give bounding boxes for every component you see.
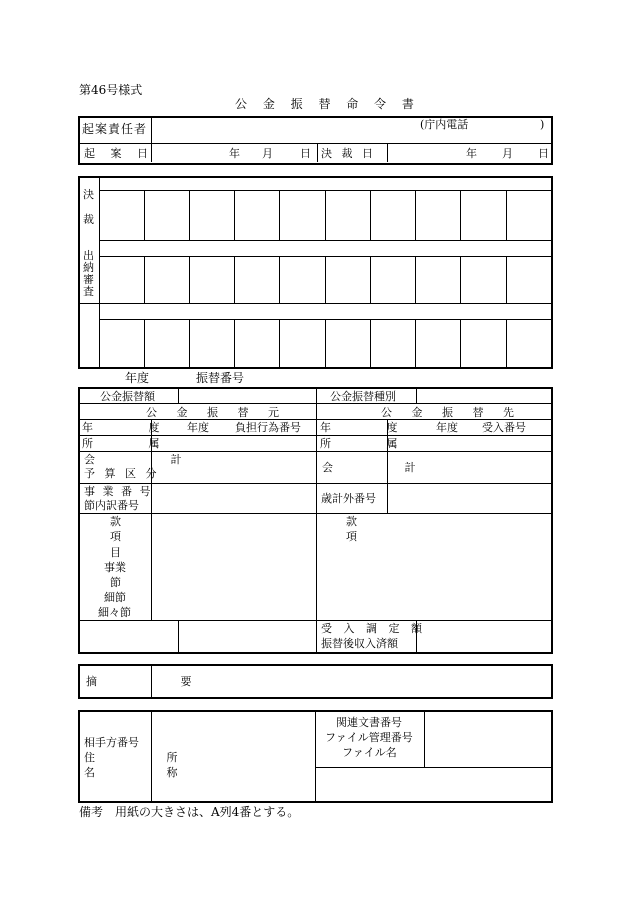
draft-date-label: 起 案 日 [84,147,154,160]
type-field[interactable] [418,389,548,402]
burden-label: 負担行為番号 [235,421,301,434]
kessai-label-2: 裁 [83,213,94,226]
suitou-label-4: 査 [83,285,94,298]
jigyo-label-1: 事 業 番 号 [84,485,153,498]
kessai-label-1: 決 [83,188,94,201]
party-label-1: 相手方番号 [84,736,139,749]
source-item-saisaisetsu: 細々節 [98,606,131,619]
draft-date-field[interactable] [153,145,316,161]
amount-label: 公金振替額 [100,390,155,403]
source-jigyo-field[interactable] [153,484,315,512]
summary-label: 摘 要 [86,675,232,688]
form-number: 第46号様式 [79,83,143,97]
kaikei-label-2: 予 算 区 分 [84,467,160,480]
dest-item-kou: 項 [346,530,357,543]
source-kaikei-field[interactable] [153,452,315,482]
suitou-label-2: 納 [83,261,94,274]
suitou-label-1: 出 [83,249,94,262]
form-title: 公 金 振 替 命 令 書 [235,97,420,111]
dest-nendo-label: 年 度 [320,421,424,434]
type-label: 公金振替種別 [330,390,396,403]
source-shozoku-label: 所 属 [82,437,186,450]
source-nendo-small: 年度 [187,421,209,434]
party-label-2: 住 所 [84,751,212,764]
doc-label-3: ファイル名 [342,746,397,759]
note-text: 備考 用紙の大きさは、A列4番とする。 [79,805,300,819]
dest-shozoku-field[interactable] [389,436,549,450]
uke-label-2: 振替後収入済額 [321,637,398,650]
phone-close: ) [540,118,545,131]
doc-number-field[interactable] [426,712,549,766]
receipt-label: 受入番号 [482,421,526,434]
dest-item-kan: 款 [346,515,357,528]
doc-label-1: 関連文書番号 [336,716,402,729]
saikeigai-label: 歳計外番号 [321,492,376,505]
source-item-saisetsu: 細節 [104,591,126,604]
source-title: 公 金 振 替 元 [146,406,287,419]
decision-year: 年 [466,147,477,160]
jigyo-label-2: 節内訳番号 [84,499,139,512]
source-shozoku-field[interactable] [153,436,315,450]
approval-grid [78,176,553,369]
bottom-left-field-1[interactable] [80,622,177,650]
dest-kaikei-label: 会 計 [322,461,450,474]
drafter-field[interactable] [153,118,547,142]
draft-month: 月 [262,147,273,160]
decision-month: 月 [502,147,513,160]
draft-day: 日 [300,147,311,160]
source-item-kan: 款 [110,515,121,528]
uke-amount-field[interactable] [418,622,548,650]
party-label-3: 名 称 [84,766,212,779]
dest-kaikei-field[interactable] [389,452,549,482]
draft-year: 年 [229,147,240,160]
party-field[interactable] [153,712,314,799]
transfer-number-label: 振替番号 [196,371,245,385]
decision-date-field[interactable] [389,145,549,161]
dest-items-field[interactable] [389,514,549,619]
drafter-label: 起案責任者 [82,122,148,136]
fiscal-year-label: 年度 [125,371,150,385]
dest-shozoku-label: 所 属 [320,437,424,450]
source-item-moku: 目 [110,546,121,559]
suitou-label-3: 審 [83,273,94,286]
uke-label-1: 受 入 調 定 額 [321,622,426,635]
doc-label-2: ファイル管理番号 [325,731,413,744]
amount-field[interactable] [180,389,314,402]
phone-label: (庁内電話 [420,118,469,131]
summary-field[interactable] [153,666,549,695]
doc-extra-field[interactable] [317,769,549,799]
decision-day: 日 [538,147,549,160]
dest-nendo-small: 年度 [436,421,458,434]
decision-date-label: 決 裁 日 [321,147,376,160]
source-item-jigyo: 事業 [104,561,126,574]
dest-saikeigai-field[interactable] [389,484,549,512]
source-nendo-label: 年 度 [82,421,186,434]
kaikei-label-1: 会 計 [84,453,218,466]
dest-title: 公 金 振 替 先 [381,406,522,419]
source-item-setsu: 節 [110,576,121,589]
bottom-left-field-2[interactable] [180,622,315,650]
source-items-field[interactable] [153,514,315,619]
source-item-kou: 項 [110,530,121,543]
